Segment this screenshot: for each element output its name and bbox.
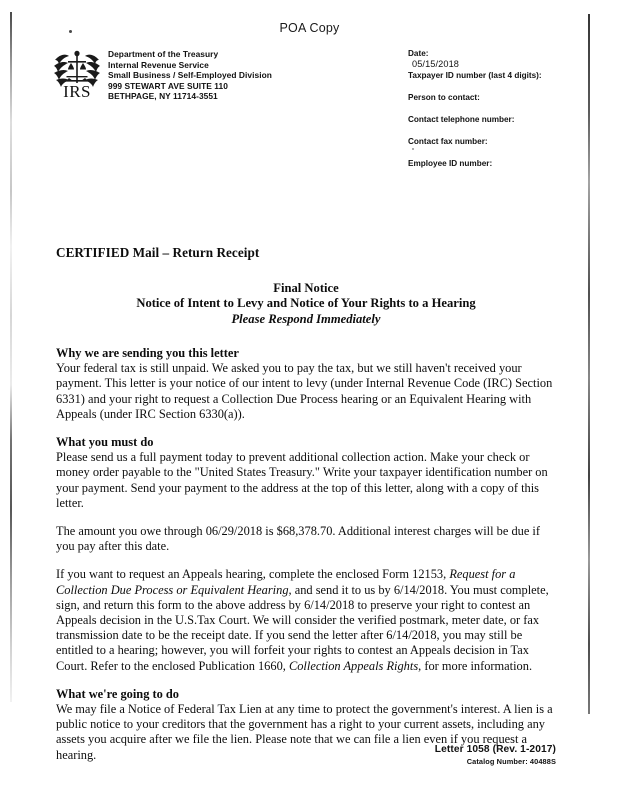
field-contact-telephone bbox=[408, 114, 542, 125]
field-person-to-contact-label: Person to contact: bbox=[408, 93, 480, 102]
field-employee-id bbox=[408, 158, 542, 169]
notice-title-line1: Final Notice bbox=[273, 281, 339, 295]
section-body-what-you-must-do: Please send us a full payment today to prevent additional collection action. Make your check or money order payable to the "United States Treasury." Write your taxpayer identification number on your payment. Send your payment to the address at the top of this letter, along with a copy of this letter. bbox=[56, 450, 548, 510]
amount-text-tail: . Additional interest charges will be due if you pay after this date. bbox=[56, 524, 540, 554]
amount-through-date: 06/29/2018 bbox=[205, 524, 263, 539]
agency-address-block bbox=[108, 47, 272, 102]
section-body-why: Your federal tax is still unpaid. We asked you to pay the tax, but we still haven't received your payment. This letter is your notice of our intent to levy (under Internal Revenue Code (IRC) Section 6331) and your right to request a Collection Due Process hearing or an Equivalent Hearing with Appeals (under IRC Section 6330(a)). bbox=[56, 361, 553, 421]
section-body-what-were-going-to-do: We may file a Notice of Federal Tax Lien at any time to protect the government's interest. A lien is a public notice to your creditors that the government has a right to your current assets, including any assets you acquire after we file the lien. Please note that we can file a lien even if you request a hearing. bbox=[56, 702, 553, 762]
agency-line-street: 999 STEWART AVE SUITE 110 bbox=[108, 80, 228, 91]
field-date-label: Date: bbox=[408, 49, 429, 58]
letter-body bbox=[56, 346, 557, 763]
appeals-text-tail: , for more information. bbox=[418, 658, 533, 673]
field-contact-fax bbox=[408, 136, 542, 147]
field-employee-id-label: Employee ID number: bbox=[408, 159, 493, 168]
appeals-paragraph bbox=[56, 567, 557, 673]
section-heading-what-were-going-to-do: What we're going to do bbox=[56, 686, 179, 701]
footer-letter-number: Letter 1058 (Rev. 1-2017) bbox=[434, 744, 556, 755]
agency-line-division: Small Business / Self-Employed Division bbox=[108, 70, 272, 81]
letter-footer bbox=[300, 744, 556, 766]
field-contact-telephone-label: Contact telephone number: bbox=[408, 115, 515, 124]
poa-copy-stamp: POA Copy bbox=[279, 21, 340, 35]
appeals-text-lead: If you want to request an Appeals hearing, complete the enclosed Form 12153, bbox=[56, 567, 450, 582]
letterhead bbox=[52, 47, 272, 102]
field-taxpayer-id-label: Taxpayer ID number (last 4 digits): bbox=[408, 71, 542, 80]
notice-title-line2: Notice of Intent to Levy and Notice of Your Rights to a Hearing bbox=[136, 296, 476, 311]
amount-text-is: is bbox=[262, 524, 277, 539]
footer-catalog-number: Catalog Number: 40488S bbox=[466, 757, 556, 766]
agency-line-treasury: Department of the Treasury bbox=[108, 49, 219, 59]
irs-logo-icon bbox=[52, 47, 102, 99]
agency-line-irs: Internal Revenue Service bbox=[108, 59, 209, 70]
field-person-to-contact bbox=[408, 92, 542, 103]
field-taxpayer-id bbox=[408, 70, 542, 81]
field-date-value: 05/15/2018 bbox=[412, 59, 459, 69]
scan-artifact-left-edge bbox=[10, 12, 12, 702]
section-heading-why: Why we are sending you this letter bbox=[56, 346, 239, 360]
appeals-form-title: Request for a Collection Due Process or Equivalent Hearing, bbox=[56, 567, 516, 597]
notice-title-line3: Please Respond Immediately bbox=[231, 311, 381, 326]
amount-owed-value: $68,378.70 bbox=[276, 524, 333, 539]
certified-mail-line: CERTIFIED Mail – Return Receipt bbox=[56, 245, 260, 260]
appeals-publication-title: Collection Appeals Rights bbox=[288, 658, 419, 673]
appeals-text-middle: and send it to us by 6/14/2018. You must complete, sign, and return this form to the above address by 6/14/2018 to preserve your right to contest an Appeals decision in the U.S.Tax Court. We will consider the verified postmark, meter date, or fax transmission date to be the receipt date. If you send the letter after 6/14/2018, you may still be entitled to a hearing; however, you will forfeit your rights to contest an Appeals decision in Tax Court. Refer to the enclosed Publication 1660, bbox=[56, 582, 549, 673]
notice-title-block bbox=[56, 281, 556, 327]
svg-text:IRS: IRS bbox=[63, 82, 91, 99]
section-heading-what-you-must-do: What you must do bbox=[56, 435, 154, 450]
scan-artifact-right-edge bbox=[588, 14, 590, 714]
amount-owed-paragraph bbox=[56, 524, 557, 554]
field-contact-fax-label: Contact fax number: bbox=[408, 137, 488, 146]
letter-fields-block bbox=[408, 48, 542, 180]
agency-line-city-state-zip: BETHPAGE, NY 11714-3551 bbox=[108, 91, 218, 102]
field-date bbox=[408, 48, 542, 70]
amount-text-lead: The amount you owe through bbox=[56, 524, 206, 539]
